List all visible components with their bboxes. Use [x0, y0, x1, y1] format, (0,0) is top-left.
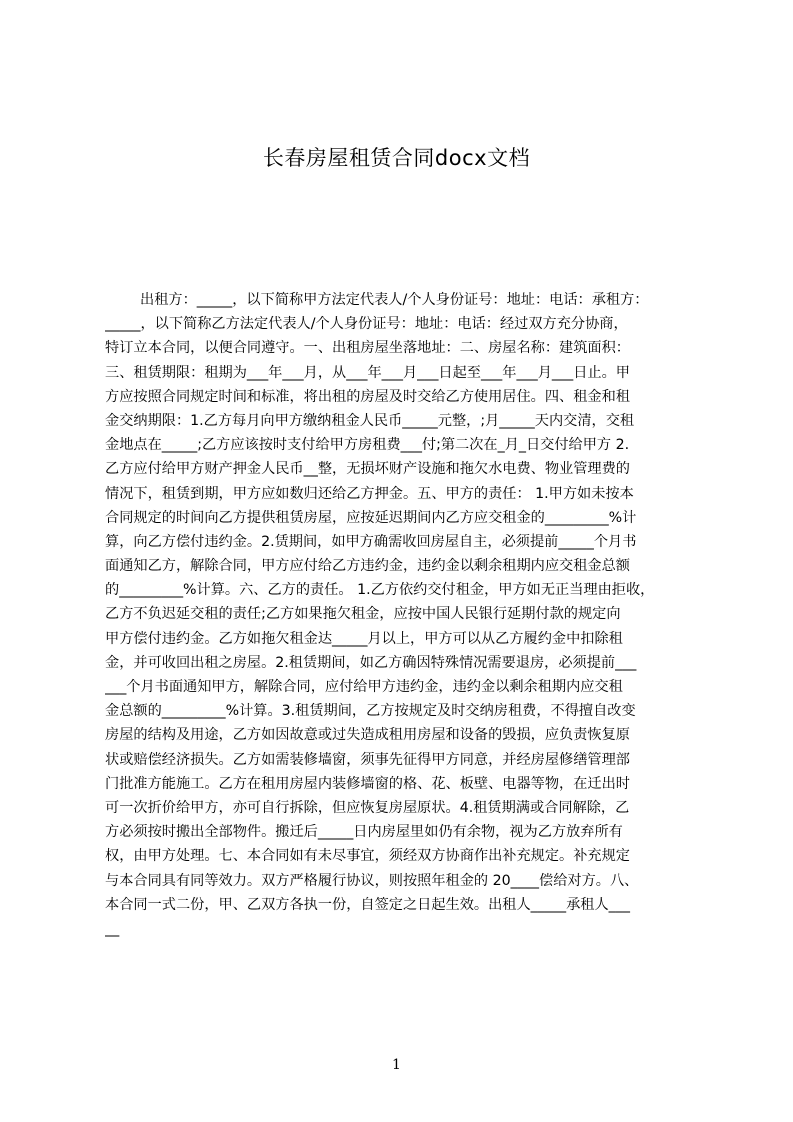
body-line: 金，并可收回出租之房屋。2.租赁期间，如乙方确因特殊情况需要退房，必须提前___: [105, 654, 637, 671]
body-line: 金交纳期限：1.乙方每月向甲方缴纳租金人民币_____元整，;月_____天内交清，交租: [105, 412, 635, 429]
body-line: 特订立本合同，以便合同遵守。一、出租房屋坐落地址：二、房屋名称：建筑面积：: [105, 340, 630, 357]
body-line: 可一次折价给甲方，亦可自行拆除，但应恢复房屋原状。4.租赁期满或合同解除，乙: [105, 799, 630, 816]
body-line: ___个月书面通知甲方，解除合同，应付给甲方违约金，违约金以剩余租期内应交租: [105, 679, 623, 695]
body-line: 状或赔偿经济损失。乙方如需装修墙窗，须事先征得甲方同意，并经房屋修缮管理部: [105, 751, 630, 768]
body-line: 金地点在_____;乙方应该按时支付给甲方房租费___付;第二次在_月_日交付给甲方 2.: [105, 437, 630, 454]
body-line: 方应按照合同规定时间和标准，将出租的房屋及时交给乙方使用居住。四、租金和租: [105, 388, 630, 405]
body-line: 门批准方能施工。乙方在租用房屋内装修墙窗的格、花、板壁、电器等物，在迁出时: [105, 775, 630, 792]
contract-body: [105, 288, 708, 941]
body-line: 面通知乙方，解除合同，甲方应付给乙方违约金，违约金以剩余租期内应交租金总额: [105, 558, 630, 575]
body-line: 甲方偿付违约金。乙方如拖欠租金达_____月以上，甲方可以从乙方履约金中扣除租: [105, 630, 623, 647]
body-line: 情况下，租赁到期，甲方应如数归还给乙方押金。五、甲方的责任： 1.甲方如未按本: [105, 485, 634, 502]
body-line: __: [105, 920, 120, 937]
body-line: 本合同一式二份，甲、乙双方各执一份，自签定之日起生效。出租人_____承租人___: [105, 896, 630, 913]
body-line: 乙方不负迟延交租的责任;乙方如果拖欠租金，应按中国人民银行延期付款的规定向: [105, 606, 621, 623]
body-line: 算，向乙方偿付违约金。2.赁期间，如甲方确需收回房屋自主，必须提前_____个月书: [105, 533, 637, 550]
body-line: _____，以下简称乙方法定代表人/个人身份证号：地址：电话：经过双方充分协商，: [105, 316, 628, 333]
body-line: 权，由甲方处理。七、本合同如有未尽事宜，须经双方协商作出补充规定。补充规定: [105, 848, 630, 865]
body-line: 金总额的_________%计算。3.租赁期间，乙方按规定及时交纳房租费，不得擅自改变: [105, 703, 636, 720]
body-line: 的_________%计算。六、乙方的责任。 1.乙方依约交付租金，甲方如无正当理由拒收，: [105, 582, 655, 599]
body-line: 合同规定的时间向乙方提供租赁房屋，应按延迟期间内乙方应交租金的_________%计: [105, 509, 637, 526]
body-line: 三、租赁期限：租期为___年___月，从___年___月___日起至___年___月___日止。甲: [105, 364, 630, 381]
body-line: 乙方应付给甲方财产押金人民币__整，无损坏财产设施和拖欠水电费、物业管理费的: [105, 461, 630, 478]
body-line: 房屋的结构及用途，乙方如因故意或过失造成租用房屋和设备的毁损，应负责恢复原: [105, 727, 630, 744]
document-title: 长春房屋租赁合同docx文档: [262, 146, 531, 170]
body-line: 与本合同具有同等效力。双方严格履行协议，则按照年租金的 20____偿给对方。八、: [105, 872, 639, 889]
body-line: 方必须按时搬出全部物件。搬迁后_____日内房屋里如仍有余物，视为乙方放弃所有: [105, 824, 623, 841]
body-line: 出租方：_____，以下简称甲方法定代表人/个人身份证号：地址：电话：承租方：: [140, 292, 649, 308]
page-number: 1: [392, 1057, 401, 1073]
